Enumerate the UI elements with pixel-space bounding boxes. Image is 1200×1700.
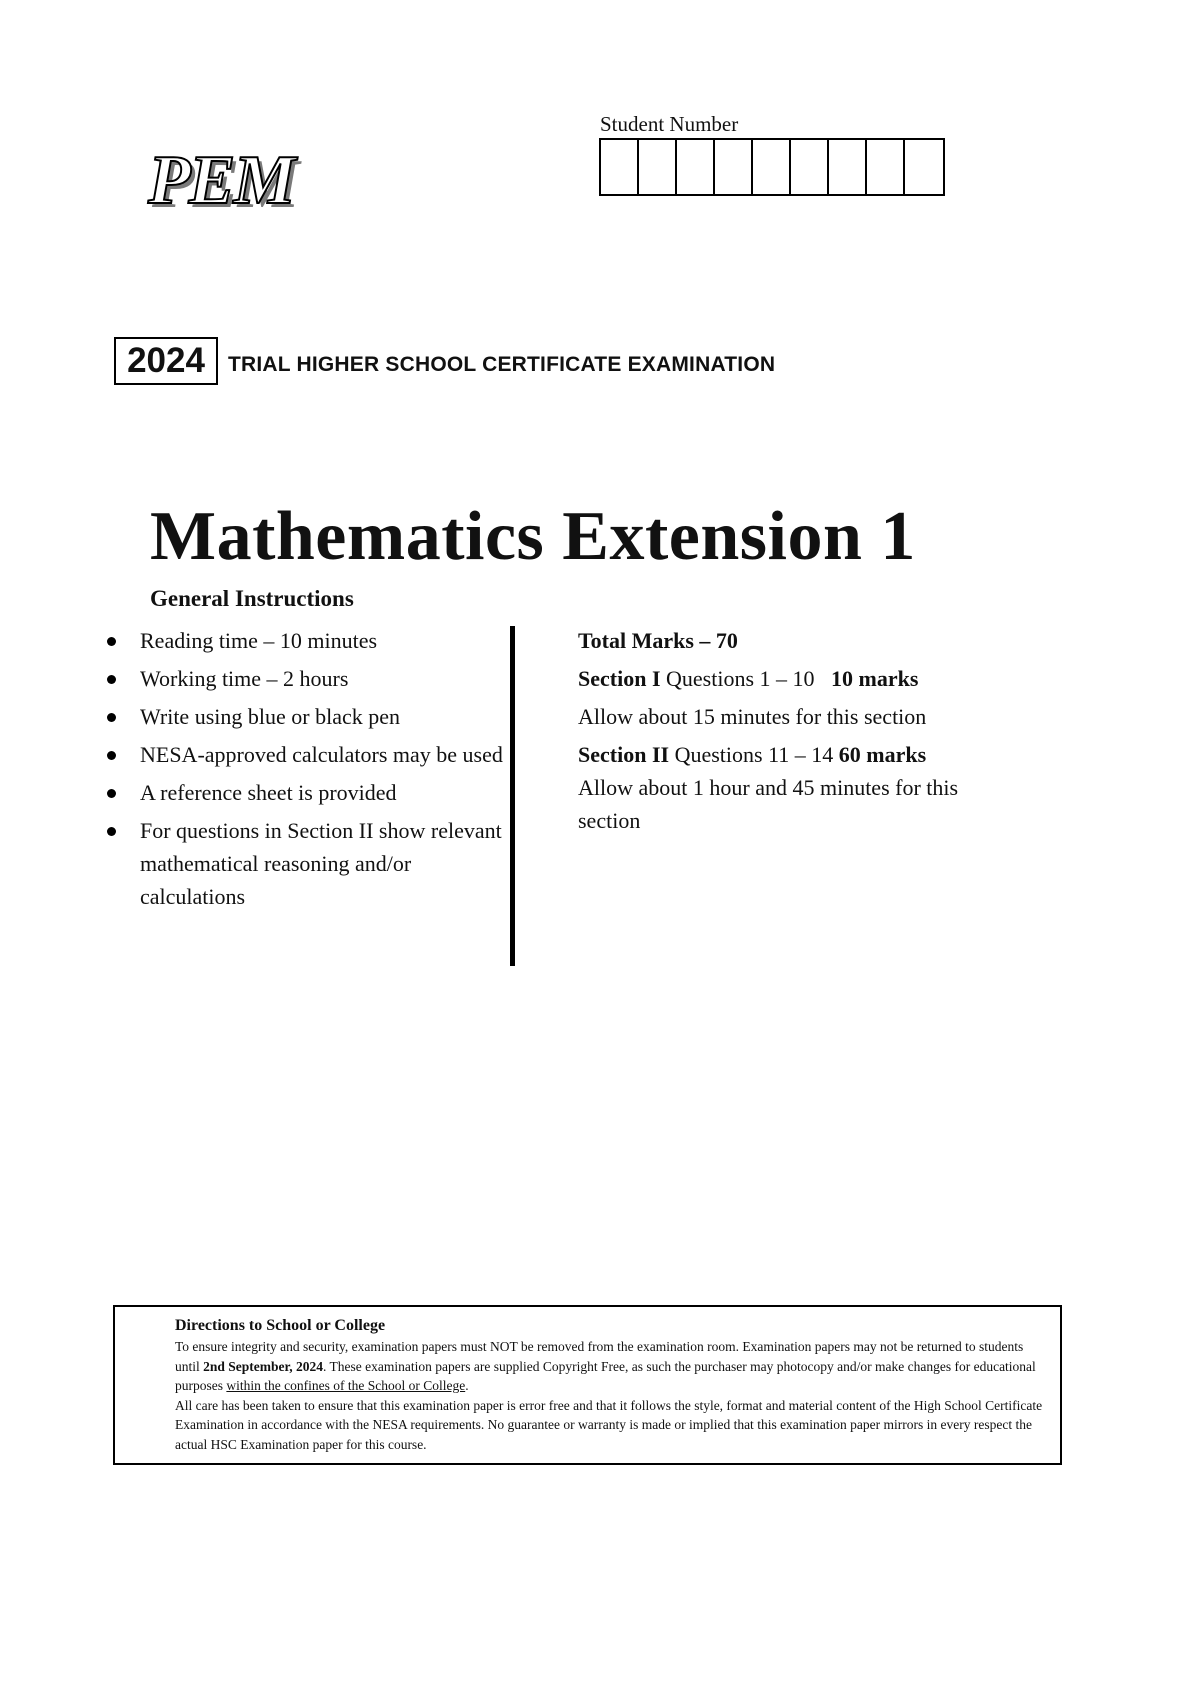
directions-p1-end: . — [465, 1378, 469, 1393]
instructions-list — [104, 624, 504, 918]
list-item — [104, 662, 504, 695]
instruction-text: Write using blue or black pen — [140, 704, 400, 729]
subject-title: Mathematics Extension 1 — [150, 498, 916, 575]
student-number-box[interactable] — [791, 140, 829, 194]
student-number-box[interactable] — [639, 140, 677, 194]
bullet-icon — [107, 713, 116, 722]
list-item — [104, 814, 504, 913]
directions-paragraph-1 — [175, 1337, 1044, 1396]
directions-paragraph-2: All care has been taken to ensure that this examination paper is error free and that it follows the style, format and material content of the High School Certificate Examination in accordance with the NESA requirements. No guarantee or warranty is made or implied that this examination paper mirrors in every respect the actual HSC Examination paper for this course. — [175, 1397, 1043, 1452]
student-number-box[interactable] — [829, 140, 867, 194]
directions-title: Directions to School or College — [175, 1317, 386, 1334]
usage-restriction: within the confines of the School or College — [226, 1378, 466, 1393]
student-number-box[interactable] — [905, 140, 943, 194]
general-instructions-heading: General Instructions — [150, 586, 354, 611]
instruction-text: For questions in Section II show relevant mathematical reasoning and/or calculations — [140, 818, 502, 909]
bullet-icon — [107, 637, 116, 646]
instruction-text: Reading time – 10 minutes — [140, 628, 378, 653]
bullet-icon — [107, 675, 116, 684]
section-1-questions: Questions 1 – 10 — [666, 666, 815, 691]
section-2-label: Section II — [578, 742, 670, 767]
bullet-icon — [107, 789, 116, 798]
section-1-label: Section I — [578, 666, 661, 691]
student-number-box[interactable] — [867, 140, 905, 194]
exam-title: TRIAL HIGHER SCHOOL CERTIFICATE EXAMINATION — [228, 353, 776, 376]
instruction-text: NESA-approved calculators may be used — [140, 742, 503, 767]
student-number-box[interactable] — [601, 140, 639, 194]
section-1-allow: Allow about 15 minutes for this section — [578, 704, 927, 729]
total-marks-label: Total Marks – 70 — [578, 628, 738, 653]
section-2-row — [578, 738, 978, 771]
student-number-boxes[interactable] — [599, 138, 945, 196]
student-number-box[interactable] — [715, 140, 753, 194]
section-1-row — [578, 662, 978, 695]
column-divider — [510, 626, 515, 966]
list-item — [104, 624, 504, 657]
list-item — [104, 700, 504, 733]
section-2-questions: Questions 11 – 14 — [674, 742, 834, 767]
student-number-label: Student Number — [600, 112, 739, 136]
instruction-text: A reference sheet is provided — [140, 780, 397, 805]
list-item — [104, 776, 504, 809]
section-1-marks: 10 marks — [831, 666, 919, 691]
student-number-box[interactable] — [677, 140, 715, 194]
exam-year: 2024 — [114, 337, 218, 385]
section-2-marks: 60 marks — [838, 742, 927, 767]
list-item — [104, 738, 504, 771]
bullet-icon — [107, 827, 116, 836]
instruction-text: Working time – 2 hours — [140, 666, 349, 691]
directions-p1-text: To ensure integrity and security, examination papers must NOT be removed from the examination room. Examination papers may not be returned to students until — [175, 1339, 1024, 1374]
bullet-icon — [107, 751, 116, 760]
section-2-allow: Allow about 1 hour and 45 minutes for this section — [578, 775, 959, 833]
return-date: 2nd September, 2024 — [203, 1358, 324, 1374]
directions-box — [113, 1305, 1062, 1465]
marks-summary — [578, 624, 978, 842]
directions-p1-text-2: . These examination papers are supplied Copyright Free, as such the purchaser may photocopy and/or make changes for educational purposes — [175, 1358, 1036, 1393]
student-number-box[interactable] — [753, 140, 791, 194]
pem-logo: PEM — [148, 142, 294, 219]
total-marks — [578, 624, 978, 657]
